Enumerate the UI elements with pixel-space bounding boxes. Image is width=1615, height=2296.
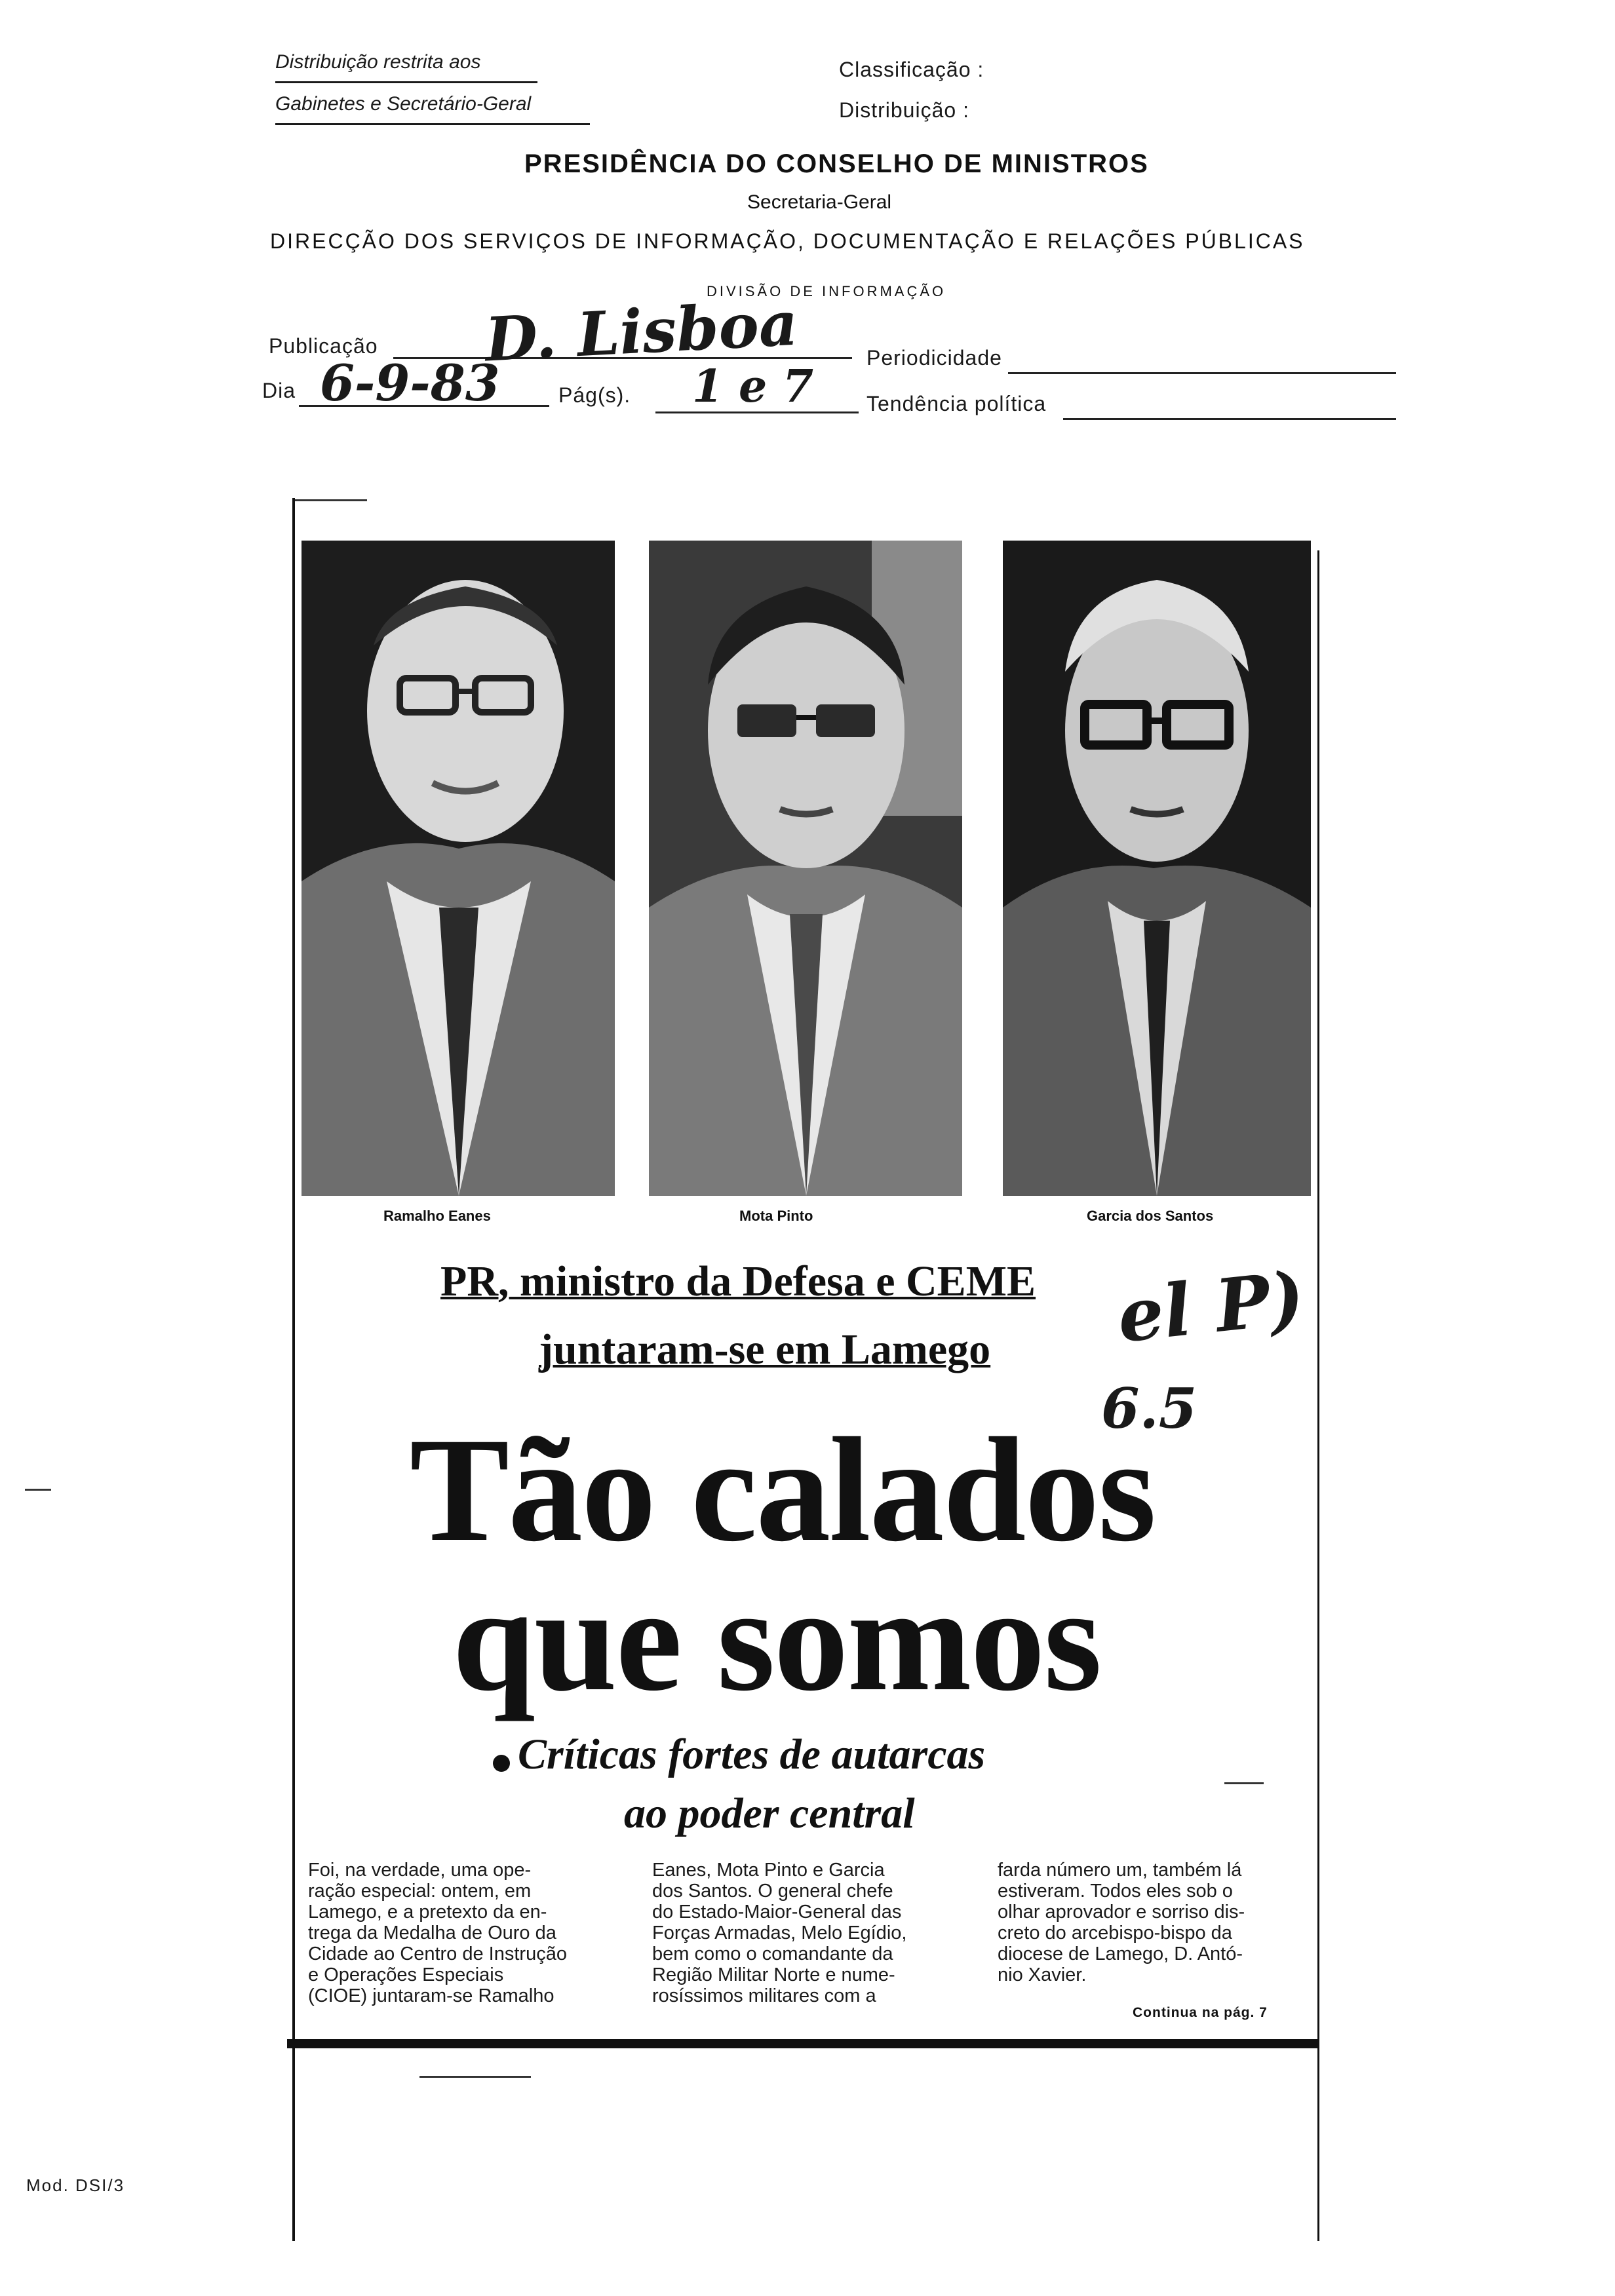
kicker-line-1: PR, ministro da Defesa e CEME [440,1257,1036,1305]
clipping-top-rule [295,499,367,501]
tendencia-field-line [1063,418,1396,420]
article-line: e Operações Especiais [308,1964,504,1985]
photo-garcia-dos-santos [1003,541,1311,1196]
article-line: Forças Armadas, Melo Egídio, [652,1923,907,1943]
article-line: Região Militar Norte e nume- [652,1964,895,1985]
article-line: Cidade ao Centro de Instrução [308,1943,567,1964]
deck-line-1: Críticas fortes de autarcas [518,1731,986,1778]
department-line: DIRECÇÃO DOS SERVIÇOS DE INFORMAÇÃO, DOCUMENTAÇÃO E RELAÇÕES PÚBLICAS [270,229,1305,253]
pags-label: Pág(s). [558,383,631,407]
caption-ramalho-eanes: Ramalho Eanes [383,1208,491,1224]
handwritten-annotation-2: 6.5 [1101,1376,1197,1441]
photo-mota-pinto [649,541,962,1196]
form-code: Mod. DSI/3 [26,2175,125,2195]
distribution-line-2: Gabinetes e Secretário-Geral [275,93,532,115]
clipping-right-border [1317,550,1319,2241]
pags-handwritten: 1 e 7 [692,360,814,413]
article-line: Eanes, Mota Pinto e Garcia [652,1860,885,1881]
distribution-rule-2 [275,123,590,125]
page-subtitle: Secretaria-Geral [747,191,892,213]
article-column-2 [652,1860,947,2006]
periodicidade-field-line [1008,372,1396,374]
deck-side-rule [1224,1782,1264,1784]
periodicidade-label: Periodicidade [866,346,1002,370]
article-column-3 [998,1860,1293,1985]
portrait-illustration [649,541,962,1196]
article-line: bem como o comandante da [652,1943,893,1964]
margin-mark [25,1489,51,1491]
clipping-left-border [292,498,295,2241]
portrait-illustration [1003,541,1311,1196]
publicacao-handwritten: D. Lisboa [483,288,800,375]
tendencia-label: Tendência política [866,392,1047,415]
publicacao-label: Publicação [269,334,378,358]
caption-garcia-dos-santos: Garcia dos Santos [1087,1208,1214,1224]
caption-mota-pinto: Mota Pinto [739,1208,813,1224]
handwritten-annotation-1: el P) [1114,1255,1308,1359]
distribution-line-1: Distribuição restrita aos [275,51,481,73]
article-line: ração especial: ontem, em [308,1881,532,1902]
article-line: estiveram. Todos eles sob o [998,1881,1233,1902]
kicker-line-2: juntaram-se em Lamego [539,1326,991,1373]
portrait-illustration [302,541,615,1196]
dia-handwritten: 6-9-83 [320,354,500,412]
article-line: farda número um, também lá [998,1860,1242,1881]
article-column-1 [308,1860,603,2006]
article-line: creto do arcebispo-bispo da [998,1923,1232,1943]
headline-line-1: Tão calados [410,1407,1156,1573]
distribution-rule-1 [275,81,537,83]
article-line: dos Santos. O general chefe [652,1881,893,1902]
clipping-bottom-bar [287,2039,1317,2048]
page-title: PRESIDÊNCIA DO CONSELHO DE MINISTROS [524,149,1149,178]
division-line: DIVISÃO DE INFORMAÇÃO [707,283,946,299]
article-line: trega da Medalha de Ouro da [308,1923,556,1943]
article-line: (CIOE) juntaram-se Ramalho [308,1985,555,2006]
article-line: Foi, na verdade, uma ope- [308,1860,532,1881]
headline-line-2: que somos [452,1557,1101,1722]
classificacao-label: Classificação : [839,58,984,81]
distribuicao-label: Distribuição : [839,98,969,122]
article-line: diocese de Lamego, D. Antó- [998,1943,1243,1964]
photo-ramalho-eanes [302,541,615,1196]
bullet-icon [493,1755,510,1772]
dia-label: Dia [262,379,296,402]
clipping-bottom-rule [419,2076,531,2078]
article-line: Lamego, e a pretexto da en- [308,1902,547,1923]
deck-line-2: ao poder central [624,1789,915,1837]
article-line: rosíssimos militares com a [652,1985,876,2006]
article-line: do Estado-Maior-General das [652,1902,902,1923]
article-line: olhar aprovador e sorriso dis- [998,1902,1245,1923]
article-line: nio Xavier. [998,1964,1087,1985]
continua-note: Continua na pág. 7 [1133,2005,1268,2020]
